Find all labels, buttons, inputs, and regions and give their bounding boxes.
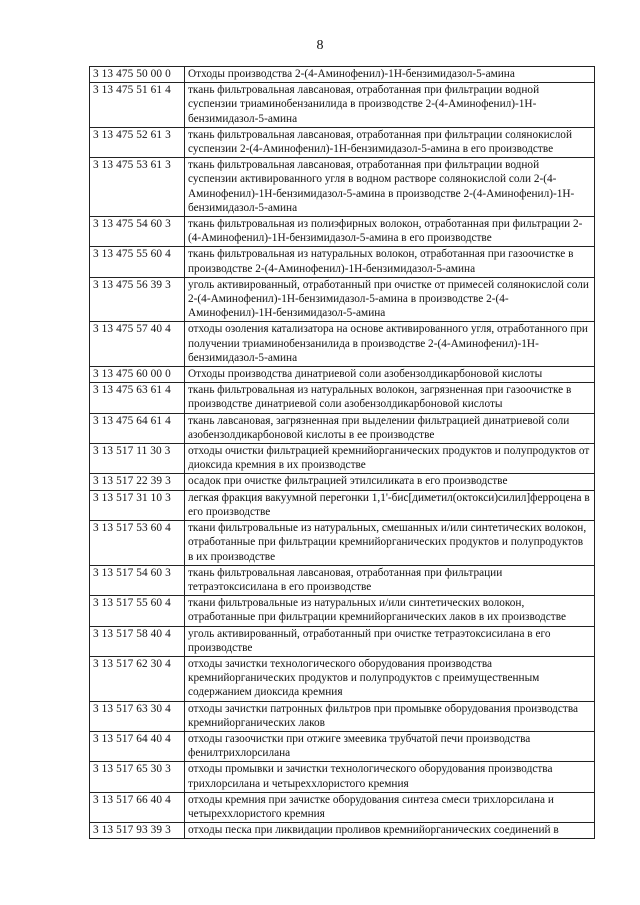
waste-code-cell: 3 13 475 53 61 3	[90, 158, 185, 217]
table-row	[90, 383, 595, 413]
waste-description-cell: легкая фракция вакуумной перегонки 1,1'-бис[диметил(октокси)силил]ферроцена в его производстве	[185, 490, 595, 520]
waste-description-cell: отходы зачистки патронных фильтров при промывке оборудования производства кремнийорганических лаков	[185, 701, 595, 731]
waste-description-cell: ткань фильтровальная лавсановая, отработанная при фильтрации тетраэтоксисилана в его производстве	[185, 565, 595, 595]
waste-code-cell: 3 13 517 66 40 4	[90, 792, 185, 822]
table-row	[90, 521, 595, 566]
waste-description-cell: ткани фильтровальные из натуральных, смешанных и/или синтетических волокон, отработанные при фильтрации кремнийорганических продуктов и полупродуктов в их производстве	[185, 521, 595, 566]
waste-code-cell: 3 13 475 64 61 4	[90, 413, 185, 443]
waste-code-cell: 3 13 517 22 39 3	[90, 474, 185, 490]
table-row	[90, 322, 595, 367]
table-group-row	[90, 367, 595, 383]
table-row	[90, 731, 595, 761]
table-row	[90, 596, 595, 626]
table-row	[90, 127, 595, 157]
waste-group-title-cell: Отходы производства 2-(4-Аминофенил)-1Н-бензимидазол-5-амина	[185, 67, 595, 83]
table-row	[90, 762, 595, 792]
waste-code-cell: 3 13 475 60 00 0	[90, 367, 185, 383]
waste-code-cell: 3 13 475 56 39 3	[90, 277, 185, 322]
waste-description-cell: ткани фильтровальные из натуральных и/или синтетических волокон, отработанные при фильтрации кремнийорганических лаков в их производстве	[185, 596, 595, 626]
table-row	[90, 490, 595, 520]
table-row	[90, 217, 595, 247]
waste-code-cell: 3 13 517 63 30 4	[90, 701, 185, 731]
waste-code-cell: 3 13 517 65 30 3	[90, 762, 185, 792]
table-row	[90, 277, 595, 322]
waste-code-cell: 3 13 475 55 60 4	[90, 247, 185, 277]
waste-classification-table-wrapper	[89, 66, 595, 839]
waste-classification-table	[89, 66, 595, 839]
waste-description-cell: ткань фильтровальная лавсановая, отработанная при фильтрации водной суспензии триаминобензанилида в производстве 2-(4-Аминофенил)-1Н-бензимидазол-5-амина	[185, 83, 595, 128]
table-row	[90, 823, 595, 839]
page-number: 8	[316, 38, 324, 53]
table-row	[90, 247, 595, 277]
waste-code-cell: 3 13 517 55 60 4	[90, 596, 185, 626]
waste-code-cell: 3 13 517 54 60 3	[90, 565, 185, 595]
table-row	[90, 413, 595, 443]
waste-code-cell: 3 13 475 63 61 4	[90, 383, 185, 413]
waste-description-cell: отходы промывки и зачистки технологического оборудования производства трихлорсилана и четыреххлористого кремния	[185, 762, 595, 792]
waste-description-cell: осадок при очистке фильтрацией этилсиликата в его производстве	[185, 474, 595, 490]
waste-description-cell: ткань фильтровальная лавсановая, отработанная при фильтрации солянокислой суспензии 2-(4-Аминофенил)-1Н-бензимидазол-5-амина в его производстве	[185, 127, 595, 157]
waste-code-cell: 3 13 475 51 61 4	[90, 83, 185, 128]
table-row	[90, 565, 595, 595]
table-row	[90, 792, 595, 822]
waste-code-cell: 3 13 517 11 30 3	[90, 444, 185, 474]
waste-code-cell: 3 13 517 62 30 4	[90, 656, 185, 701]
table-row	[90, 474, 595, 490]
waste-code-cell: 3 13 475 54 60 3	[90, 217, 185, 247]
waste-code-cell: 3 13 517 58 40 4	[90, 626, 185, 656]
table-row	[90, 701, 595, 731]
waste-code-cell: 3 13 475 52 61 3	[90, 127, 185, 157]
waste-description-cell: отходы кремния при зачистке оборудования синтеза смеси трихлорсилана и четыреххлористого кремния	[185, 792, 595, 822]
waste-description-cell: ткань фильтровальная из полиэфирных волокон, отработанная при фильтрации 2-(4-Аминофенил)-1Н-бензимидазол-5-амина в его производстве	[185, 217, 595, 247]
waste-description-cell: ткань фильтровальная лавсановая, отработанная при фильтрации водной суспензии активированного угля в водном растворе солянокислой соли 2-(4-Аминофенил)-1Н-бензимидазол-5-амина в производстве 2-(4-Аминофенил)-1Н-бензимидазол-5-амина	[185, 158, 595, 217]
waste-description-cell: ткань фильтровальная из натуральных волокон, отработанная при газоочистке в производстве 2-(4-Аминофенил)-1Н-бензимидазол-5-амина	[185, 247, 595, 277]
waste-description-cell: ткань фильтровальная из натуральных волокон, загрязненная при газоочистке в производстве динатриевой соли азобензолдикарбоновой кислоты	[185, 383, 595, 413]
table-group-row	[90, 67, 595, 83]
waste-description-cell: отходы зачистки технологического оборудования производства кремнийорганических продуктов и полупродуктов с преимущественным содержанием диоксида кремния	[185, 656, 595, 701]
table-row	[90, 83, 595, 128]
table-row	[90, 626, 595, 656]
waste-description-cell: уголь активированный, отработанный при очистке тетраэтоксисилана в его производстве	[185, 626, 595, 656]
waste-code-cell: 3 13 517 64 40 4	[90, 731, 185, 761]
waste-description-cell: отходы озоления катализатора на основе активированного угля, отработанного при получении триаминобензанилида в производстве 2-(4-Аминофенил)-1Н-бензимидазол-5-амина	[185, 322, 595, 367]
waste-code-cell: 3 13 475 50 00 0	[90, 67, 185, 83]
waste-code-cell: 3 13 475 57 40 4	[90, 322, 185, 367]
waste-code-cell: 3 13 517 31 10 3	[90, 490, 185, 520]
waste-description-cell: отходы газоочистки при отжиге змеевика трубчатой печи производства фенилтрихлорсилана	[185, 731, 595, 761]
waste-description-cell: уголь активированный, отработанный при очистке от примесей солянокислой соли 2-(4-Аминофенил)-1Н-бензимидазол-5-амина в производстве 2-(4-Аминофенил)-1Н-бензимидазол-5-амина	[185, 277, 595, 322]
waste-code-cell: 3 13 517 93 39 3	[90, 823, 185, 839]
table-row	[90, 444, 595, 474]
table-row	[90, 158, 595, 217]
waste-group-title-cell: Отходы производства динатриевой соли азобензолдикарбоновой кислоты	[185, 367, 595, 383]
waste-description-cell: отходы очистки фильтрацией кремнийорганических продуктов и полупродуктов от диоксида кремния в их производстве	[185, 444, 595, 474]
waste-description-cell: ткань лавсановая, загрязненная при выделении фильтрацией динатриевой соли азобензолдикарбоновой кислоты в ее производстве	[185, 413, 595, 443]
table-row	[90, 656, 595, 701]
waste-code-cell: 3 13 517 53 60 4	[90, 521, 185, 566]
table-body	[90, 67, 595, 839]
waste-description-cell: отходы песка при ликвидации проливов кремнийорганических соединений в	[185, 823, 595, 839]
